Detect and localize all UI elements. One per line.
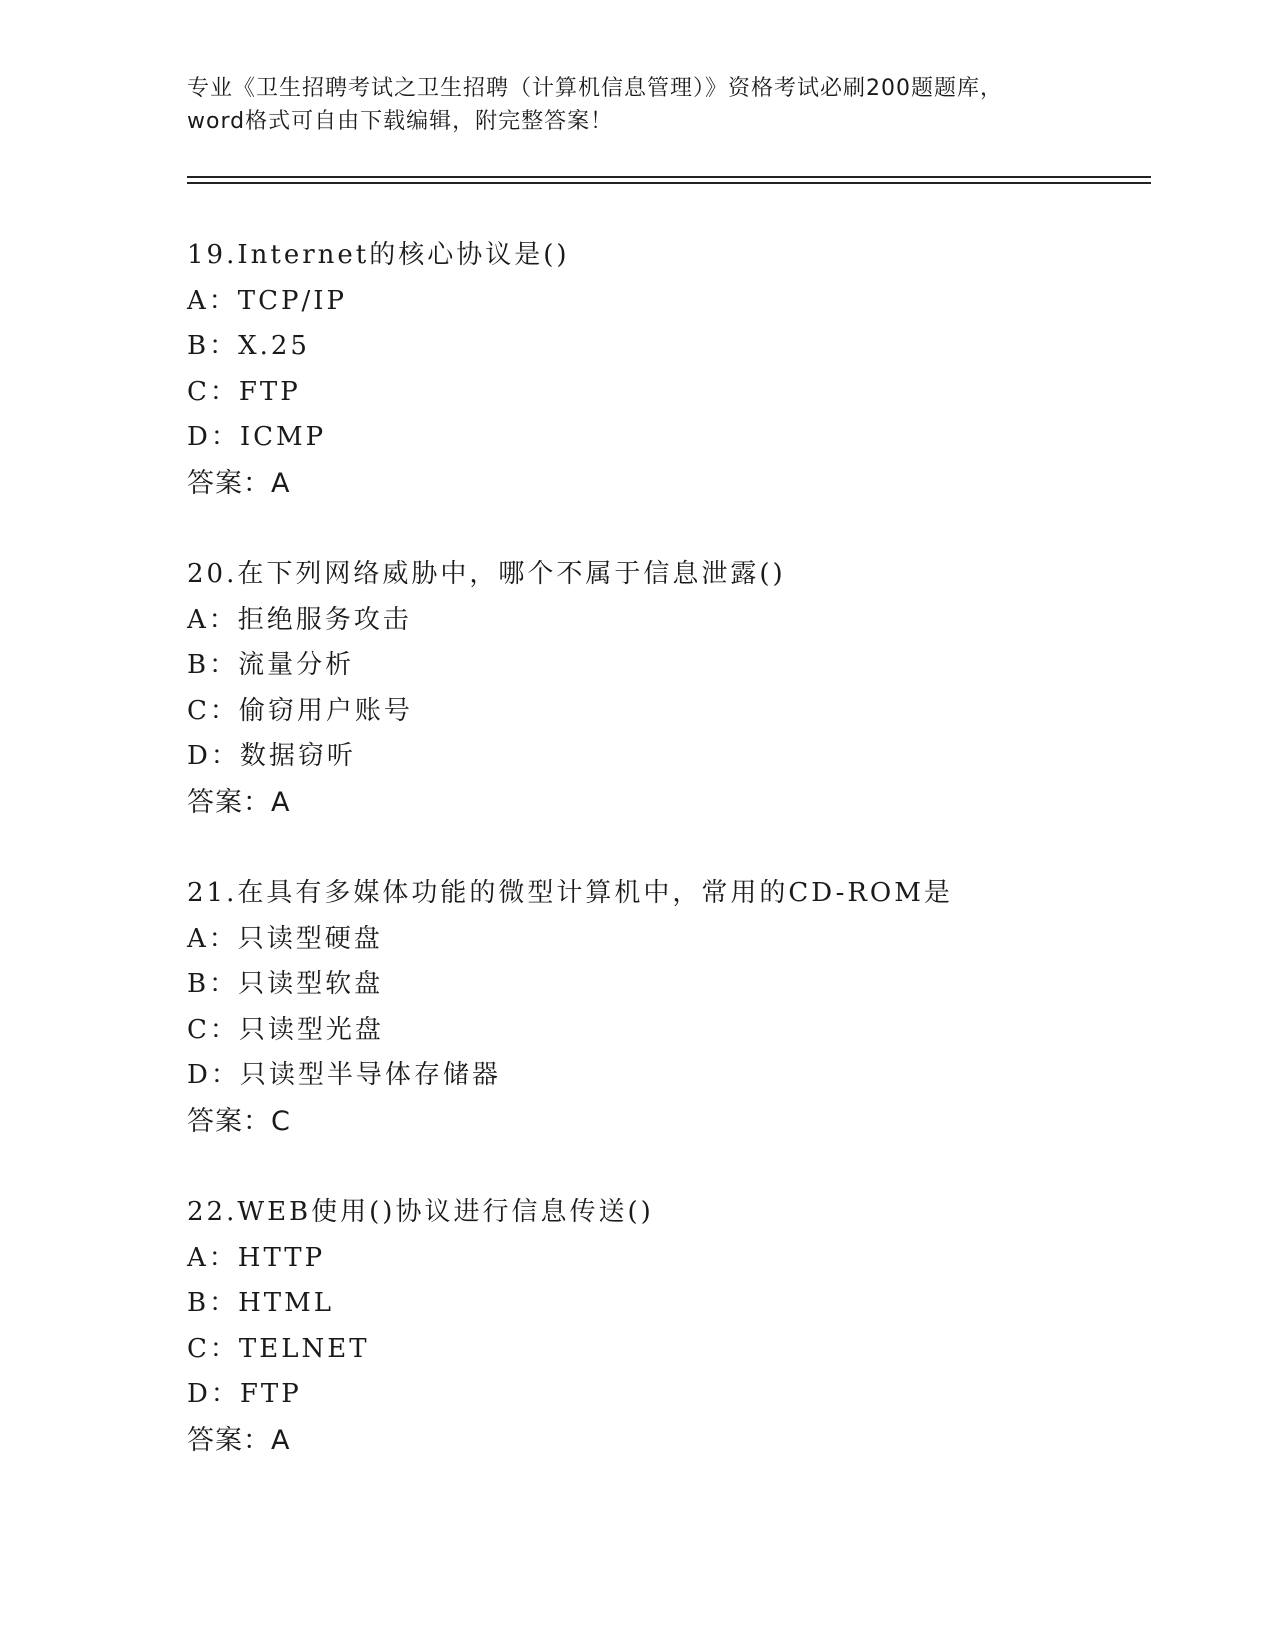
question-stem: 21.在具有多媒体功能的微型计算机中，常用的CD-ROM是 <box>187 878 953 908</box>
option-b: B：只读型软盘 <box>187 969 384 999</box>
option-d: D：ICMP <box>187 422 327 452</box>
question-22 <box>187 1190 1147 1463</box>
option-d: D：数据窃听 <box>187 741 356 771</box>
answer: 答案：A <box>187 786 291 818</box>
header-divider-top <box>187 176 1151 178</box>
option-b: B：HTML <box>187 1288 335 1318</box>
question-stem: 19.Internet的核心协议是() <box>187 240 570 270</box>
question-19 <box>187 233 1147 506</box>
option-b: B：X.25 <box>187 331 310 361</box>
option-a: A：HTTP <box>187 1242 326 1273</box>
question-21 <box>187 871 1147 1144</box>
option-c: C：只读型光盘 <box>187 1014 384 1045</box>
question-stem: 20.在下列网络威胁中，哪个不属于信息泄露() <box>187 559 786 589</box>
option-d: D：FTP <box>187 1379 302 1409</box>
header-divider-bottom <box>187 182 1151 184</box>
option-a: A：拒绝服务攻击 <box>187 604 412 635</box>
option-a: A：只读型硬盘 <box>187 923 383 954</box>
option-a: A：TCP/IP <box>187 285 348 316</box>
answer: 答案：C <box>187 1105 291 1137</box>
document-header <box>187 72 1087 138</box>
option-d: D：只读型半导体存储器 <box>187 1060 501 1090</box>
option-b: B：流量分析 <box>187 650 355 680</box>
option-c: C：FTP <box>187 376 301 407</box>
answer: 答案：A <box>187 467 291 499</box>
header-line-2: word格式可自由下载编辑，附完整答案！ <box>187 109 614 134</box>
header-line-1: 专业《卫生招聘考试之卫生招聘（计算机信息管理）》资格考试必刷200题题库， <box>187 76 1003 101</box>
question-20 <box>187 552 1147 825</box>
answer: 答案：A <box>187 1424 291 1456</box>
option-c: C：TELNET <box>187 1333 370 1364</box>
question-stem: 22.WEB使用()协议进行信息传送() <box>187 1197 654 1227</box>
option-c: C：偷窃用户账号 <box>187 695 413 726</box>
